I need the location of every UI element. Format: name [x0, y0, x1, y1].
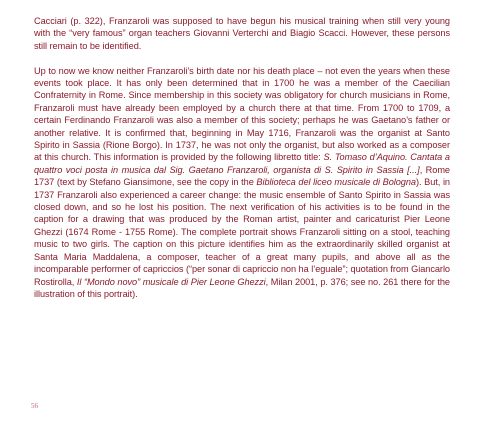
page-number: 56 [31, 402, 38, 410]
libretto-title: S. Tomaso d’Aquino. Cantata a quattro voci posta in musica dal Sig. Gaetano Franzaroli, organista di S. Spirito in Sassia [...] [34, 152, 450, 175]
body-text [34, 15, 450, 313]
book-title: Il “Mondo novo” musicale di Pier Leone Ghezzi [76, 276, 266, 287]
paragraph-2-text-a: Up to now we know neither Franzaroli’s birth date nor his death place – not even the years when these events took place. It has only been determined that in 1700 he was a member of the Caecilian Confraternity in Rome. Since membership in this society was obligatory for church musicians in Rome, Franzaroli must have already been employed by a church there at that time. From 1700 to 1709, a certain Ferdinando Franzaroli was also a member of this society; perhaps he was Gaetano’s father or another relative. It is confirmed that, beginning in May 1716, Franzaroli was the organist at Santo Spirito in Sassia (Rione Borgo). In 1737, he was not only the organist, but also worked as a composer at this church. This information is provided by the following libretto title: [34, 65, 450, 163]
library-name: Biblioteca del liceo musicale di Bologna [256, 177, 416, 188]
paragraph-2 [34, 65, 450, 301]
paragraph-2-text-d: , Milan 2001, p. 376; see no. 261 there for the illustration of this portrait). [34, 276, 450, 299]
paragraph-2-text-b: , Rome 1737 (text by Stefano Giansimone, see the copy in the [34, 164, 450, 188]
paragraph-1: Cacciari (p. 322), Franzaroli was supposed to have begun his musical training when still very young with the “very famous” organ teachers Giovanni Verterchi and Biagio Scacci. However, these persons still remain to be identified. [34, 16, 450, 51]
paragraph-2-text-c: ). But, in 1737 Franzaroli also experienced a career change: the music ensemble of Santo Spirito in Sassia was closed down, and so he lost his position. The next verification of his activities is to be found in the caption for a drawing that was produced by the Roman artist, painter and caricaturist Pier Leone Ghezzi (1674 Rome - 1755 Rome). The complete portrait shows Franzaroli sitting on a stool, teaching music to two girls. The caption on this picture identifies him as the extraordinarily skilled organist at Santa Maria Maddalena, a composer, teacher of a great many pupils, and above all as the incomparable performer of capriccios (“per sonar di capriccio non ha l’eguale”; quotation from Giancarlo Rostirolla, [34, 177, 450, 287]
